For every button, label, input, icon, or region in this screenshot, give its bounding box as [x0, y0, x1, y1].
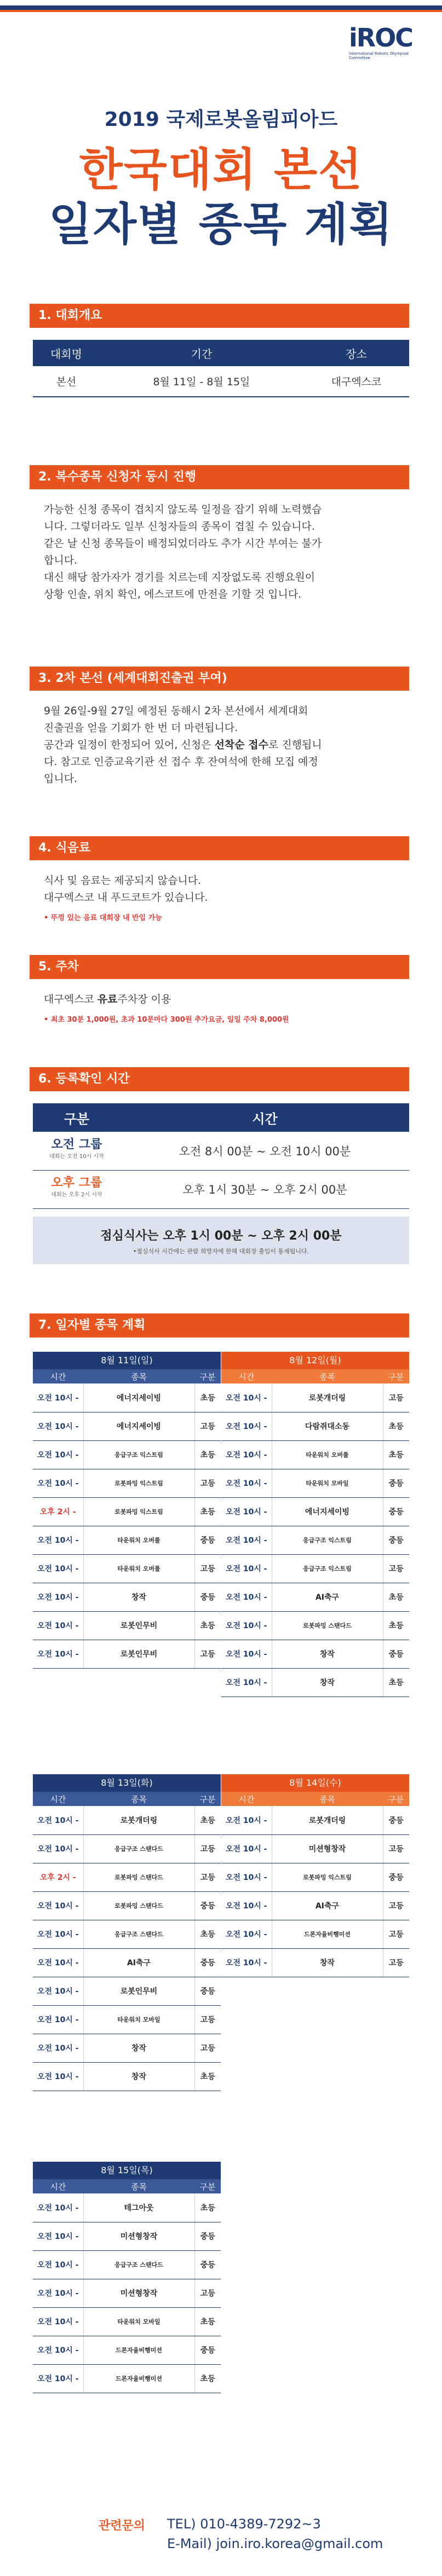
- table-row: [33, 1891, 221, 1920]
- time-cell: 오전 10시 -: [33, 2062, 83, 2091]
- section-heading: 4. 식음료: [30, 836, 409, 860]
- event-cell: 응급구조 익스트림: [83, 1440, 194, 1469]
- grade-cell: 초등: [383, 1611, 409, 1640]
- day-table: [33, 1792, 221, 2091]
- table-row: [221, 1863, 409, 1891]
- grade-cell: 고등: [383, 1834, 409, 1863]
- event-cell: 창작: [272, 1640, 383, 1668]
- day-title: 8월 11일(일): [33, 1352, 221, 1369]
- grade-cell: 중등: [383, 1469, 409, 1497]
- body-line: 같은 날 신청 종목들이 배정되었더라도 추가 시간 부여는 불가: [44, 537, 322, 549]
- time-cell: 오전 10시 -: [33, 2307, 83, 2336]
- event-cell: 로봇개더링: [272, 1383, 383, 1412]
- grade-cell: 중등: [383, 1526, 409, 1554]
- body-text: 주차장 이용: [117, 993, 171, 1005]
- time-cell: 오전 10시 -: [33, 2034, 83, 2062]
- time-cell: 오전 8시 00분 ~ 오전 10시 00분: [120, 1132, 409, 1170]
- time-cell: 오후 2시 -: [33, 1497, 83, 1526]
- event-cell: 타운워치 모바일: [83, 2005, 194, 2034]
- grade-cell: 고등: [194, 1554, 221, 1583]
- event-cell: 미션형창작: [83, 2222, 194, 2250]
- time-cell: 오전 10시 -: [221, 1668, 272, 1697]
- event-cell: 응급구조 스탠다드: [83, 2250, 194, 2279]
- time-cell: 오전 10시 -: [221, 1554, 272, 1583]
- time-cell: 오전 10시 -: [33, 2005, 83, 2034]
- grade-cell: 중등: [383, 1640, 409, 1668]
- section-food: [33, 836, 409, 927]
- table-row: [33, 1806, 221, 1834]
- page-title-line2: 일자별 종목 계획: [48, 199, 394, 251]
- grade-cell: 초등: [194, 1440, 221, 1469]
- event-cell: 로봇파밍 스탠다드: [272, 1611, 383, 1640]
- table-row: [33, 2250, 221, 2279]
- grade-cell: 초등: [194, 2062, 221, 2091]
- grade-cell: 고등: [383, 1948, 409, 1977]
- time-cell: 오전 10시 -: [33, 1469, 83, 1497]
- event-cell: 로봇인무비: [83, 1977, 194, 2005]
- group-sub: 대회는 오후 2시 시작: [51, 1192, 102, 1198]
- top-stripe-orange: [0, 10, 442, 12]
- table-row: [33, 2005, 221, 2034]
- time-cell: 오전 10시 -: [33, 1640, 83, 1668]
- group-label-cell: [33, 1170, 120, 1208]
- time-cell: 오전 10시 -: [33, 1412, 83, 1440]
- table-row: [33, 2336, 221, 2364]
- body-line: 다. 참고로 인증교육기관 선 접수 후 잔여석에 한해 모집 예정: [44, 756, 318, 768]
- table-row: [33, 2062, 221, 2091]
- event-cell: 로봇파밍 익스트림: [83, 1497, 194, 1526]
- table-row: [33, 1920, 221, 1948]
- section-heading: 7. 일자별 종목 계획: [30, 1313, 409, 1338]
- event-cell: 타운워치 모바일: [272, 1469, 383, 1497]
- time-cell: 오전 10시 -: [221, 1948, 272, 1977]
- header: [0, 0, 442, 263]
- contact-label: 관련문의: [99, 2519, 146, 2533]
- table-row: [33, 1383, 221, 1412]
- table-row: [33, 1526, 221, 1554]
- column-header: 시간: [221, 1369, 272, 1383]
- time-cell: 오전 10시 -: [33, 2336, 83, 2364]
- event-cell: 타운워치 오버룰: [272, 1440, 383, 1469]
- event-cell: 타운워치 오버룰: [83, 1554, 194, 1583]
- contact-tel: TEL) 010-4389-7292~3: [167, 2516, 321, 2532]
- column-header: 장소: [303, 340, 409, 366]
- event-cell: 로봇파밍 스탠다드: [83, 1891, 194, 1920]
- lunch-note: •점심식사 시간에는 관람 희망자에 한해 대회장 출입이 통제됩니다.: [133, 1247, 309, 1255]
- table-row: [221, 1412, 409, 1440]
- event-cell: 로봇개더링: [83, 1806, 194, 1834]
- column-header: 대회명: [33, 340, 100, 366]
- time-cell: 오전 10시 -: [221, 1440, 272, 1469]
- grade-cell: 중등: [194, 1977, 221, 2005]
- column-header: 구분: [194, 2179, 221, 2193]
- day-title: 8월 13일(화): [33, 1774, 221, 1792]
- section-multi-entry: [33, 465, 409, 603]
- event-cell: 드론자율비행미션: [83, 2364, 194, 2393]
- food-note: • 뚜껑 있는 음료 대회장 내 반입 가능: [44, 914, 162, 922]
- time-cell: 오전 10시 -: [221, 1806, 272, 1834]
- section-heading: 6. 등록확인 시간: [30, 1067, 409, 1091]
- table-row: [33, 1863, 221, 1891]
- column-header: 시간: [33, 1369, 83, 1383]
- column-header: 시간: [33, 2179, 83, 2193]
- table-row: [33, 1469, 221, 1497]
- event-cell: 미션형창작: [83, 2279, 194, 2307]
- day-schedule: [33, 1352, 221, 1669]
- time-cell: 오전 10시 -: [221, 1920, 272, 1948]
- section-body: [33, 979, 409, 1028]
- time-cell: 오전 10시 -: [33, 2250, 83, 2279]
- time-cell: 오전 10시 -: [221, 1583, 272, 1611]
- time-cell: 오전 10시 -: [33, 1891, 83, 1920]
- grade-cell: 초등: [194, 1383, 221, 1412]
- grade-cell: 중등: [194, 1526, 221, 1554]
- table-row: [33, 2364, 221, 2393]
- grade-cell: 초등: [194, 2193, 221, 2222]
- body-line: 상황 인솔, 위치 확인, 에스코트에 만전을 기할 것 입니다.: [44, 588, 302, 600]
- time-cell: 오전 10시 -: [33, 2279, 83, 2307]
- grade-cell: 초등: [194, 2364, 221, 2393]
- body-line: 대신 해당 참가자가 경기를 치르는데 지장없도록 진행요원이: [44, 571, 315, 583]
- event-cell: 로봇인무비: [83, 1611, 194, 1640]
- time-cell: 오전 10시 -: [221, 1526, 272, 1554]
- grade-cell: 중등: [194, 1948, 221, 1977]
- event-cell: 창작: [83, 1583, 194, 1611]
- table-row: [221, 1383, 409, 1412]
- time-cell: 오전 10시 -: [221, 1891, 272, 1920]
- table-cell: 8월 11일 - 8월 15일: [100, 366, 303, 397]
- column-header: 구분: [194, 1792, 221, 1806]
- event-cell: 창작: [83, 2034, 194, 2062]
- day-schedule: [221, 1774, 409, 1977]
- body-line: [44, 737, 398, 754]
- table-cell: 본선: [33, 366, 100, 397]
- body-line: 진출권을 얻을 기회가 한 번 더 마련됩니다.: [44, 722, 238, 734]
- grade-cell: 고등: [194, 1640, 221, 1668]
- table-row: [33, 2279, 221, 2307]
- grade-cell: 고등: [194, 1834, 221, 1863]
- grade-cell: 초등: [383, 1412, 409, 1440]
- event-cell: 로봇파밍 익스트림: [272, 1863, 383, 1891]
- table-row: [221, 1497, 409, 1526]
- lunch-title: 점심식사는 오후 1시 00분 ~ 오후 2시 00분: [100, 1229, 342, 1243]
- event-cell: AI축구: [272, 1891, 383, 1920]
- body-line: [44, 991, 398, 1008]
- contact-email: E-Mail) join.iro.korea@gmail.com: [167, 2536, 383, 2551]
- grade-cell: 고등: [383, 1554, 409, 1583]
- grade-cell: 중등: [383, 1863, 409, 1891]
- body-text: 대구엑스코: [44, 993, 97, 1005]
- table-row: [221, 1440, 409, 1469]
- event-cell: 로봇파밍 스탠다드: [83, 1863, 194, 1891]
- grade-cell: 고등: [194, 1412, 221, 1440]
- table-row: [221, 1469, 409, 1497]
- column-header: 구분: [194, 1369, 221, 1383]
- time-cell: 오전 10시 -: [33, 2222, 83, 2250]
- table-row: [221, 1668, 409, 1697]
- grade-cell: 중등: [194, 1583, 221, 1611]
- body-text: 공간과 일정이 한정되어 있어, 신청은: [44, 739, 215, 751]
- event-cell: 로봇개더링: [272, 1806, 383, 1834]
- time-cell: 오전 10시 -: [221, 1834, 272, 1863]
- event-cell: 로봇인무비: [83, 1640, 194, 1668]
- table-row: [33, 1132, 409, 1170]
- grade-cell: 고등: [194, 1863, 221, 1891]
- table-row: [33, 1583, 221, 1611]
- event-cell: 응급구조 익스트림: [272, 1526, 383, 1554]
- time-cell: 오전 10시 -: [33, 1554, 83, 1583]
- table-row: [33, 1977, 221, 2005]
- body-line: 가능한 신청 종목이 겹치지 않도록 일정을 잡기 위해 노력했습: [44, 503, 322, 516]
- time-cell: 오전 10시 -: [221, 1383, 272, 1412]
- event-cell: 미션형창작: [272, 1834, 383, 1863]
- time-cell: 오전 10시 -: [33, 1948, 83, 1977]
- day-title: 8월 14일(수): [221, 1774, 409, 1792]
- day-schedule: [33, 1774, 221, 2091]
- table-row: [33, 1611, 221, 1640]
- time-cell: 오전 10시 -: [221, 1863, 272, 1891]
- grade-cell: 초등: [194, 1611, 221, 1640]
- table-row: [221, 1920, 409, 1948]
- section-second-round: [33, 667, 409, 788]
- column-header: 구분: [383, 1792, 409, 1806]
- column-header: 종목: [83, 1792, 194, 1806]
- day-schedule: [33, 2162, 221, 2393]
- section-heading: 2. 복수종목 신청자 동시 진행: [30, 465, 409, 489]
- time-cell: 오전 10시 -: [221, 1412, 272, 1440]
- time-cell: 오전 10시 -: [33, 1526, 83, 1554]
- event-cell: AI축구: [272, 1583, 383, 1611]
- table-row: [33, 2222, 221, 2250]
- time-cell: 오전 10시 -: [221, 1469, 272, 1497]
- grade-cell: 고등: [194, 2005, 221, 2034]
- time-cell: 오전 10시 -: [33, 1920, 83, 1948]
- event-cell: 응급구조 스탠다드: [83, 1920, 194, 1948]
- parking-note: • 최초 30분 1,000원, 초과 10분마다 300원 추가요금, 일일 주차 8,000원: [44, 1016, 289, 1024]
- registration-table: [33, 1103, 409, 1209]
- day-table: [221, 1369, 409, 1697]
- grade-cell: 초등: [194, 1920, 221, 1948]
- grade-cell: 고등: [383, 1383, 409, 1412]
- time-cell: 오전 10시 -: [221, 1611, 272, 1640]
- top-stripe-navy: [0, 5, 442, 10]
- time-cell: 오전 10시 -: [33, 1977, 83, 2005]
- lunch-box: [33, 1217, 409, 1264]
- grade-cell: 초등: [383, 1440, 409, 1469]
- section-heading: 3. 2차 본선 (세계대회진출권 부여): [30, 667, 409, 691]
- section-parking: [33, 955, 409, 1028]
- table-row: [221, 1640, 409, 1668]
- contact-block: [0, 2501, 442, 2572]
- section-body: [33, 691, 409, 788]
- column-header: 종목: [272, 1369, 383, 1383]
- body-line: 니다. 그렇더라도 일부 신청자들의 종목이 겹칠 수 있습니다.: [44, 520, 315, 532]
- logo-subtitle: International Robotic Olympiad Committee: [349, 51, 409, 60]
- group-sub: 대회는 오전 10시 시작: [49, 1153, 104, 1160]
- page-title-line1: 한국대회 본선: [79, 144, 363, 196]
- table-row: [33, 1170, 409, 1208]
- body-line: 대구엑스코 내 푸드코트가 있습니다.: [44, 892, 208, 904]
- grade-cell: 중등: [194, 2222, 221, 2250]
- day-table: [33, 2179, 221, 2393]
- event-cell: 다람쥐대소동: [272, 1412, 383, 1440]
- event-cell: 타운워치 모바일: [83, 2307, 194, 2336]
- table-row: [221, 1583, 409, 1611]
- paid-text: 유료: [97, 993, 118, 1005]
- table-row: [221, 1948, 409, 1977]
- event-cell: 드론자율비행미션: [83, 2336, 194, 2364]
- body-line: 식사 및 음료는 제공되지 않습니다.: [44, 875, 202, 887]
- table-row: [221, 1554, 409, 1583]
- body-text: 로 진행됩니: [268, 739, 322, 751]
- table-cell: 대구엑스코: [303, 366, 409, 397]
- time-cell: 오전 10시 -: [33, 1611, 83, 1640]
- table-row: [221, 1834, 409, 1863]
- event-name: 2019 국제로봇올림피아드: [104, 108, 338, 131]
- column-header: 구분: [383, 1369, 409, 1383]
- section-heading: 1. 대회개요: [30, 304, 409, 328]
- table-row: [33, 1412, 221, 1440]
- first-come-text: 선착순 접수: [214, 739, 268, 751]
- grade-cell: 초등: [194, 1497, 221, 1526]
- column-header: 종목: [272, 1792, 383, 1806]
- event-cell: 응급구조 스탠다드: [83, 1834, 194, 1863]
- day-table: [221, 1792, 409, 1977]
- time-cell: 오전 10시 -: [33, 1383, 83, 1412]
- time-cell: 오전 10시 -: [33, 2193, 83, 2222]
- event-cell: AI축구: [83, 1948, 194, 1977]
- grade-cell: 고등: [383, 1920, 409, 1948]
- time-cell: 오전 10시 -: [33, 1806, 83, 1834]
- grade-cell: 고등: [194, 2034, 221, 2062]
- section-registration: [33, 1067, 409, 1264]
- body-line: 합니다.: [44, 554, 78, 566]
- event-cell: 에너지세이빙: [83, 1383, 194, 1412]
- iroc-logo: [349, 23, 413, 60]
- time-cell: 오전 10시 -: [33, 1440, 83, 1469]
- grade-cell: 중등: [383, 1806, 409, 1834]
- overview-table: [33, 340, 409, 397]
- body-line: 9월 26일-9월 27일 예정된 동해시 2차 본선에서 세계대회: [44, 705, 308, 717]
- section-daily-schedule: [33, 1313, 409, 1338]
- grade-cell: 중등: [194, 2336, 221, 2364]
- table-row: [221, 1806, 409, 1834]
- group-label: 오전 그룹: [51, 1137, 102, 1151]
- event-cell: 타운워치 오버룰: [83, 1526, 194, 1554]
- time-cell: 오전 10시 -: [221, 1497, 272, 1526]
- event-cell: 드론자율비행미션: [272, 1920, 383, 1948]
- day-title: 8월 12일(월): [221, 1352, 409, 1369]
- grade-cell: 초등: [194, 1806, 221, 1834]
- table-row: [33, 1834, 221, 1863]
- time-cell: 오전 10시 -: [33, 1834, 83, 1863]
- table-row: [33, 1948, 221, 1977]
- section-body: [33, 860, 409, 927]
- table-row: [33, 2193, 221, 2222]
- event-cell: 응급구조 익스트림: [272, 1554, 383, 1583]
- column-header: 종목: [83, 1369, 194, 1383]
- group-label-cell: [33, 1132, 120, 1170]
- grade-cell: 고등: [383, 1891, 409, 1920]
- column-header: 시간: [33, 1792, 83, 1806]
- body-line: 입니다.: [44, 773, 78, 785]
- group-label: 오후 그룹: [51, 1176, 102, 1190]
- event-cell: 로봇파밍 익스트림: [83, 1469, 194, 1497]
- table-row: [221, 1526, 409, 1554]
- time-cell: 오전 10시 -: [33, 1583, 83, 1611]
- table-row: [33, 2034, 221, 2062]
- event-cell: 테그아웃: [83, 2193, 194, 2222]
- table-row: [33, 2307, 221, 2336]
- schedule-grid: [33, 1352, 409, 2490]
- grade-cell: 초등: [383, 1668, 409, 1697]
- day-title: 8월 15일(목): [33, 2162, 221, 2179]
- event-cell: 창작: [272, 1948, 383, 1977]
- table-row: [221, 1611, 409, 1640]
- grade-cell: 고등: [194, 2279, 221, 2307]
- column-header: 구분: [33, 1103, 120, 1132]
- logo-mark: iROC: [349, 23, 413, 53]
- grade-cell: 중등: [194, 2250, 221, 2279]
- section-overview: [33, 304, 409, 397]
- event-cell: 창작: [83, 2062, 194, 2091]
- grade-cell: 중등: [194, 1891, 221, 1920]
- column-header: 종목: [83, 2179, 194, 2193]
- table-row: [33, 1554, 221, 1583]
- table-row: [221, 1891, 409, 1920]
- grade-cell: 중등: [383, 1497, 409, 1526]
- grade-cell: 초등: [383, 1583, 409, 1611]
- column-header: 기간: [100, 340, 303, 366]
- day-schedule: [221, 1352, 409, 1697]
- event-cell: 에너지세이빙: [272, 1497, 383, 1526]
- time-cell: 오후 2시 -: [33, 1863, 83, 1891]
- section-body: [33, 489, 409, 603]
- day-table: [33, 1369, 221, 1669]
- time-cell: 오전 10시 -: [33, 2364, 83, 2393]
- event-cell: 에너지세이빙: [83, 1412, 194, 1440]
- column-header: 시간: [120, 1103, 409, 1132]
- table-row: [33, 1440, 221, 1469]
- grade-cell: 고등: [194, 1469, 221, 1497]
- event-cell: 창작: [272, 1668, 383, 1697]
- grade-cell: 초등: [194, 2307, 221, 2336]
- time-cell: 오전 10시 -: [221, 1640, 272, 1668]
- table-row: [33, 1640, 221, 1668]
- section-heading: 5. 주차: [30, 955, 409, 979]
- time-cell: 오후 1시 30분 ~ 오후 2시 00분: [120, 1170, 409, 1208]
- table-row: [33, 1497, 221, 1526]
- column-header: 시간: [221, 1792, 272, 1806]
